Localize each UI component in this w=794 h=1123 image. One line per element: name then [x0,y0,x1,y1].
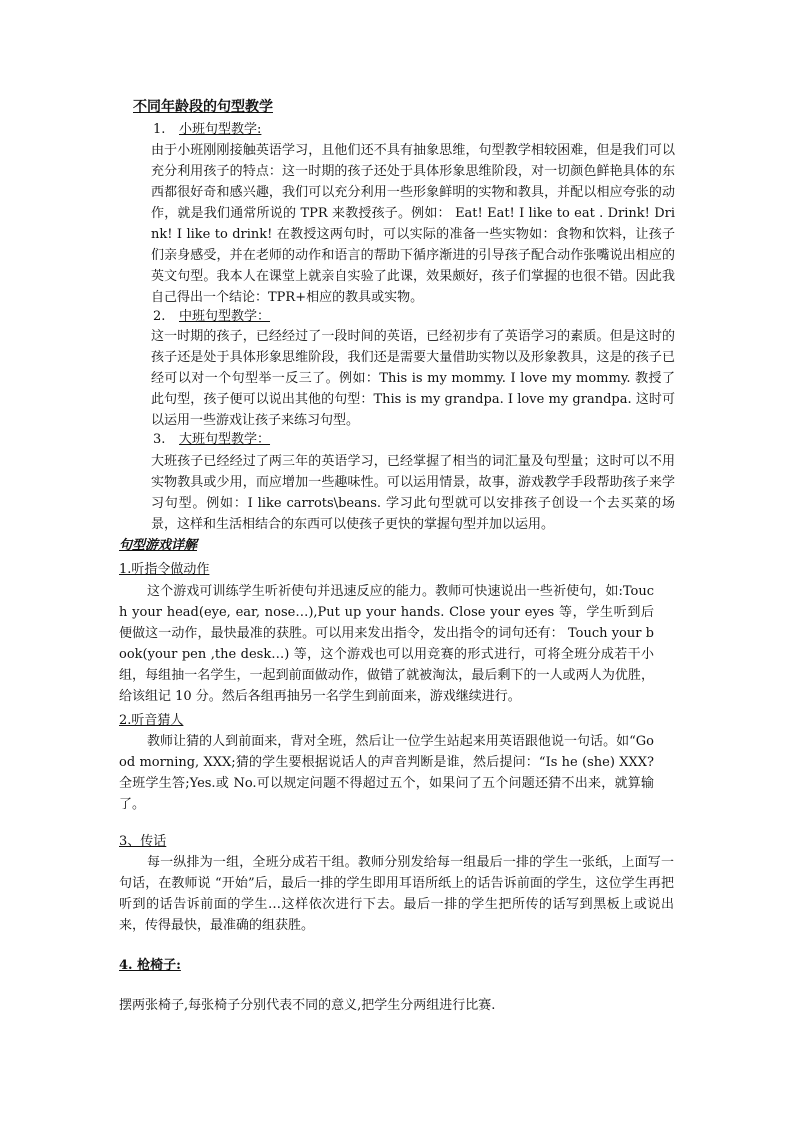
item-2-number: 2. [153,309,166,324]
game-2-paragraph: 教师让猜的人到前面来，背对全班，然后让一位学生站起来用英语跟他说一句话。如“Good morning, XXX;猜的学生要根据说话人的声音判断是谁，然后提问：“Is he (she) XXX? 全班学生答;Yes.或 No.可以规定问题不得超过五个，如果问了五个问题还猜不出来，就算输了。 [119,734,654,812]
game-1-heading: 1.听指令做动作 [119,562,210,577]
item-3-label: 大班句型教学： [179,432,271,447]
game-3-heading: 3、传话 [119,834,167,849]
game-1-paragraph: 这个游戏可训练学生听祈使句并迅速反应的能力。教师可快速说出一些祈使句，如:Touch your head(eye, ear, nose…),Put up your hands. Close your eyes 等，学生听到后便做这一动作，最快最准的获胜。可以用来发出指令，发出指令的词句还有： Touch your book(your pen ,the desk…) 等，这个游戏也可以用竞赛的形式进行，可将全班分成若干小组，每组抽一名学生，一起到前面做动作，做错了就被淘汰，最后剩下的一人或两人为优胜，给该组记 10 分。然后各组再抽另一名学生到前面来，游戏继续进行。 [119,584,654,704]
game-3-paragraph: 每一纵排为一组，全班分成若干组。教师分别发给每一组最后一排的学生一张纸，上面写一句话，在教师说 “开始”后，最后一排的学生即用耳语所纸上的话告诉前面的学生，这位学生再把听到的话告诉前面的学生…这样依次进行下去。最后一排的学生把所传的话写到黑板上或说出来，传得最快，最准确的组获胜。 [119,855,674,933]
game-2-heading: 2.听音猜人 [119,713,184,728]
item-1-paragraph: 由于小班刚刚接触英语学习，且他们还不具有抽象思维，句型教学相较困难，但是我们可以充分利用孩子的特点：这一时期的孩子还处于具体形象思维阶段，对一切颜色鲜艳具体的东西都很好奇和感兴趣，我们可以充分利用一些形象鲜明的实物和教具，并配以相应夸张的动作，就是我们通常所说的 TPR 来教授孩子。例如： Eat! Eat! I like to eat . Drink! Drink! I like to drink! 在教授这两句时，可以实际的准备一些实物如：食物和饮料，让孩子们亲身感受，并在老师的动作和语言的帮助下循序渐进的引导孩子配合动作张嘴说出相应的英文句型。我本人在课堂上就亲自实验了此课，效果颇好，孩子们掌握的也很不错。因此我自己得出一个结论：TPR+相应的教具或实物。 [151,143,675,305]
item-3-number: 3. [153,432,166,447]
item-3-paragraph: 大班孩子已经经过了两三年的英语学习，已经掌握了相当的词汇量及句型量；这时可以不用实物教具或少用，而应增加一些趣味性。可以运用情景，故事，游戏教学手段帮助孩子来学习句型。例如：I like carrots\beans. 学习此句型就可以安排孩子创设一个去买菜的场景，这样和生活相结合的东西可以使孩子更快的掌握句型并加以运用。 [151,454,675,532]
document-title: 不同年龄段的句型教学 [133,99,273,115]
item-1-heading [153,121,261,139]
item-3-heading [153,431,270,449]
games-section-heading: 句型游戏详解 [119,538,198,553]
item-1-label: 小班句型教学: [179,122,262,137]
item-2-paragraph: 这一时期的孩子，已经经过了一段时间的英语，已经初步有了英语学习的素质。但是这时的孩子还是处于具体形象思维阶段，我们还是需要大量借助实物以及形象教具，这是的孩子已经可以对一个句型举一反三了。例如：This is my mommy. I love my mommy. 教授了此句型，孩子便可以说出其他的句型：This is my grandpa. I love my grandpa. 这时可以运用一些游戏让孩子来练习句型。 [151,329,675,428]
item-2-heading [153,308,270,326]
item-2-label: 中班句型教学： [179,309,271,324]
item-1-number: 1. [153,122,166,137]
game-4-paragraph: 摆两张椅子,每张椅子分别代表不同的意义,把学生分两组进行比赛. [119,998,496,1013]
game-4-heading: 4. 枪椅子: [119,958,181,973]
